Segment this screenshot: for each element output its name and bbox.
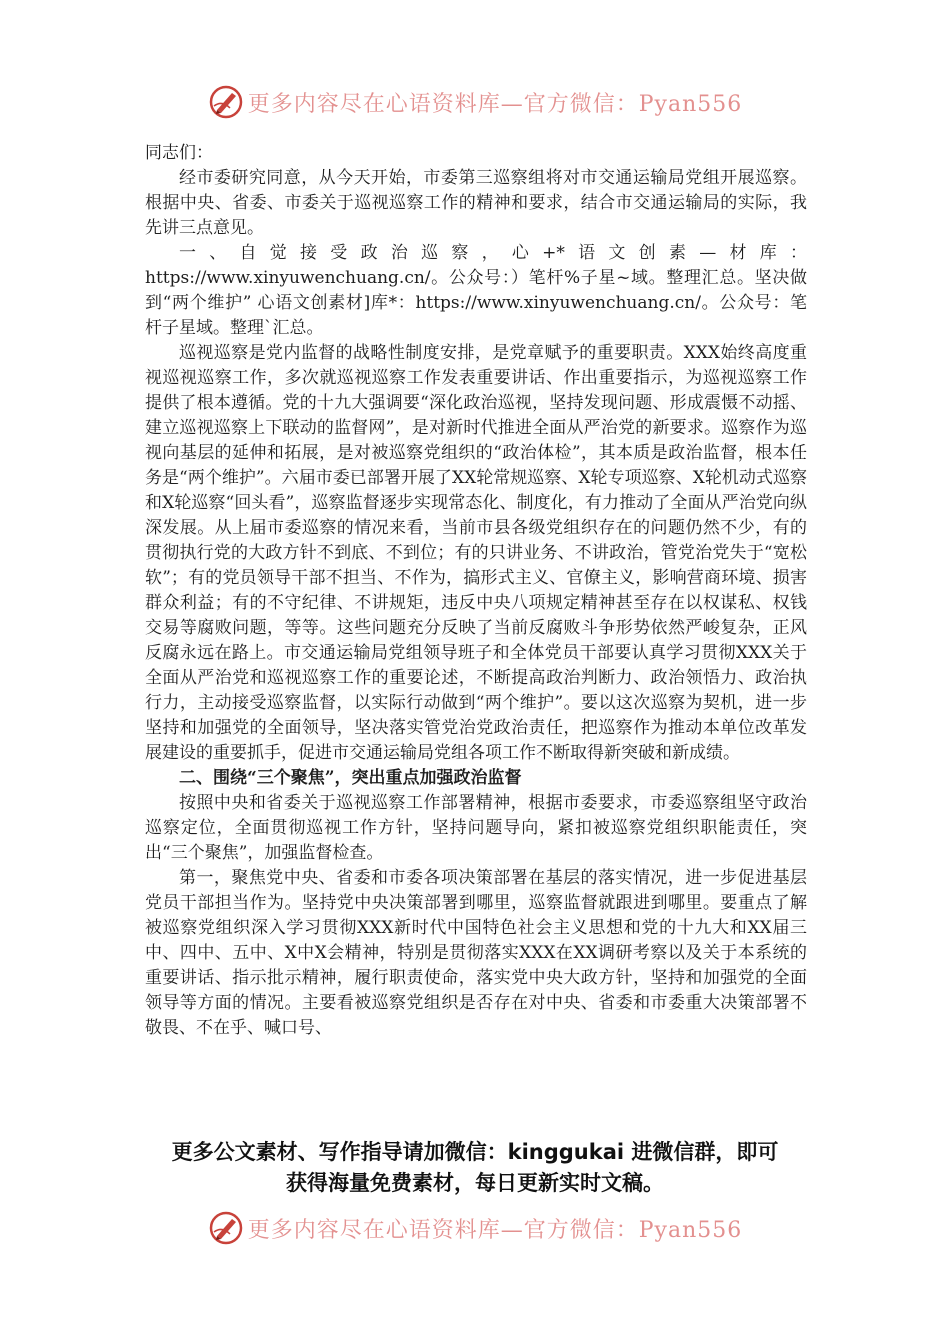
paragraph-body-1: 巡视巡察是党内监督的战略性制度安排，是党章赋予的重要职责。XXX始终高度重视巡视巡察工作，多次就巡视巡察工作发表重要讲话、作出重要指示，为巡视巡察工作提供了根本遵循。党的十九大强调要“深化政治巡视，坚持发现问题、形成震慑不动摇、建立巡视巡察上下联动的监督网”，是对新时代推进全面从严治党的新要求。巡察作为巡视向基层的延伸和拓展，是对被巡察党组织的“政治体检”，其本质是政治监督，根本任务是“两个维护”。六届市委已部署开展了XX轮常规巡察、X轮专项巡察、X轮机动式巡察和X轮巡察“回头看”，巡察监督逐步实现常态化、制度化，有力推动了全面从严治党向纵深发展。从上届市委巡察的情况来看，当前市县各级党组织存在的问题仍然不少，有的贯彻执行党的大政方针不到底、不到位；有的只讲业务、不讲政治，管党治党失于“宽松软”；有的党员领导干部不担当、不作为，搞形式主义、官僚主义，影响营商环境、损害群众利益；有的不守纪律、不讲规矩，违反中央八项规定精神甚至存在以权谋私、权钱交易等腐败问题，等等。这些问题充分反映了当前反腐败斗争形势依然严峻复杂，正风反腐永远在路上。市交通运输局党组领导班子和全体党员干部要认真学习贯彻XXX关于全面从严治党和巡视巡察工作的重要论述，不断提高政治判断力、政治领悟力、政治执行力，主动接受巡察监督，以实际行动做到“两个维护”。要以这次巡察为契机，进一步坚持和加强党的全面领导，坚决落实管党治党政治责任，把巡察作为推动本单位改革发展建设的重要抓手，促进市交通运输局党组各项工作不断取得新突破和新成绩。 xyxy=(145,343,807,763)
header-banner xyxy=(0,82,950,122)
paragraph-intro: 经市委研究同意，从今天开始，市委第三巡察组将对市交通运输局党组开展巡察。根据中央、省委、市委关于巡视巡察工作的精神和要求，结合市交通运输局的实际，我先讲三点意见。 xyxy=(145,168,807,238)
footer-banner xyxy=(0,1208,950,1248)
header-banner-text: 更多内容尽在心语资料库—官方微信：Pyan556 xyxy=(247,91,743,117)
paragraph-body-3: 第一，聚焦党中央、省委和市委各项决策部署在基层的落实情况，进一步促进基层党员干部担当作为。坚持党中央决策部署到哪里，巡察监督就跟进到哪里。要重点了解被巡察党组织深入学习贯彻XXX新时代中国特色社会主义思想和党的十九大和XX届三中、四中、五中、X中X会精神，特别是贯彻落实XXX在XX调研考察以及关于本系统的重要讲话、指示批示精神，履行职责使命，落实党中央大政方针，坚持和加强党的全面领导等方面的情况。主要看被巡察党组织是否存在对中央、省委和市委重大决策部署不敬畏、不在乎、喊口号、 xyxy=(145,868,807,1038)
section-heading-1: 一、自觉接受政治巡察，心+*语文创素—材库：https://www.xinyuwenchuang.cn/。公众号：）笔杆%子星~域。整理汇总。坚决做到“两个维护” 心语文创素材]库*：https://www.xinyuwenchuang.cn/。公众号：笔杆子星域。整理`汇总。 xyxy=(145,243,807,338)
salutation: 同志们： xyxy=(145,143,213,163)
promo-line-1: 更多公文素材、写作指导请加微信：kinggukai 进微信群，即可 xyxy=(171,1140,779,1164)
paragraph-body-2: 按照中央和省委关于巡视巡察工作部署精神，根据市委要求，市委巡察组坚守政治巡察定位，全面贯彻巡视工作方针，坚持问题导向，紧扣被巡察党组织职能责任，突出“三个聚焦”，加强监督检查。 xyxy=(145,793,807,863)
footer-banner-text: 更多内容尽在心语资料库—官方微信：Pyan556 xyxy=(247,1217,743,1243)
document-body xyxy=(145,141,807,1041)
pen-logo-icon xyxy=(208,84,244,120)
promo-notice xyxy=(100,1137,850,1199)
promo-line-2: 获得海量免费素材，每日更新实时文稿。 xyxy=(286,1171,664,1195)
pen-logo-icon xyxy=(208,1210,244,1246)
section-heading-2: 二、围绕“三个聚焦”，突出重点加强政治监督 xyxy=(179,768,522,788)
